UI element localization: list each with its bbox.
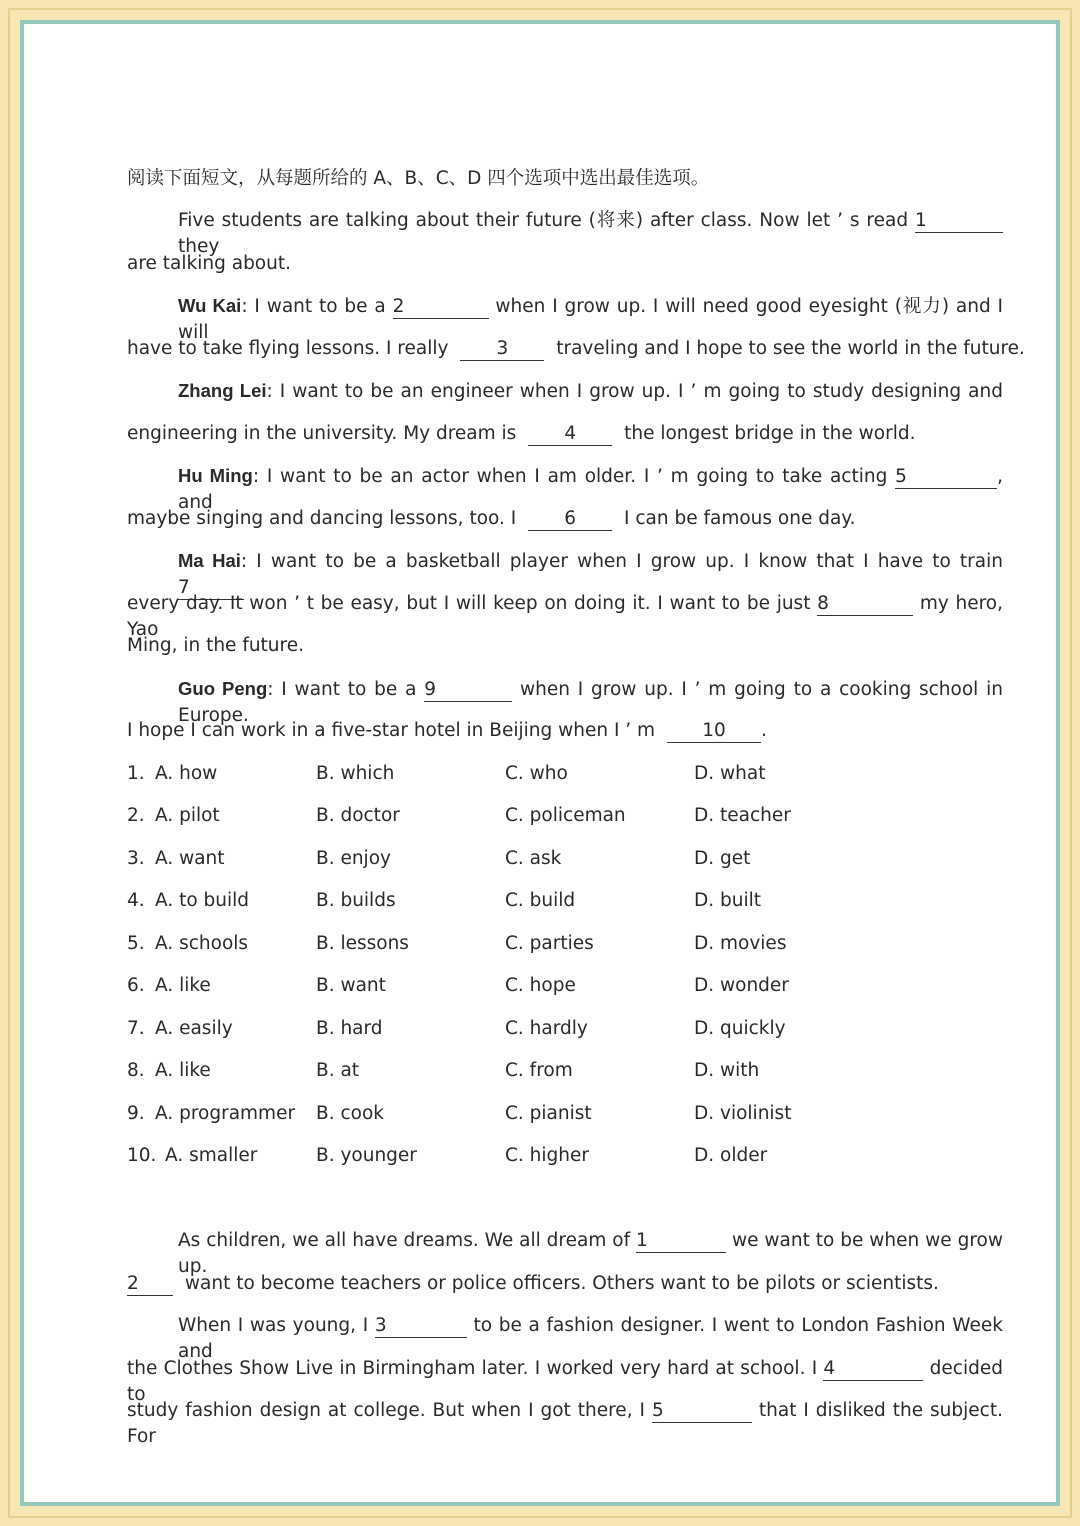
blank-9: 9 (424, 680, 512, 702)
blank-p2-2: 2 (127, 1274, 173, 1296)
speaker-name: Hu Ming (178, 465, 253, 486)
blank-6: 6 (528, 509, 612, 531)
passage2-line: study fashion design at college. But when I got there, I 5 that I disliked the subject. For (127, 1400, 1003, 1447)
ma-hai-line: Ming, in the future. (127, 635, 304, 656)
blank-4: 4 (528, 424, 612, 446)
guo-peng-line: I hope I can work in a five-star hotel in Beijing when I ’ m 10 . (127, 720, 767, 741)
speaker-name: Guo Peng (178, 678, 268, 699)
blank-5: 5 (895, 467, 997, 489)
question-row: 2. A. pilot B. doctor C. policeman D. teacher (127, 805, 791, 826)
question-row: 6. A. like B. want C. hope D. wonder (127, 975, 789, 996)
page-frame (8, 8, 1072, 1518)
wu-kai-line: have to take flying lessons. I really 3 traveling and I hope to see the world in the future. (127, 338, 1025, 359)
passage1-line: Five students are talking about their future (将来) after class. Now let ’ s read 1 they (127, 208, 1003, 234)
passage2-line: the Clothes Show Live in Birmingham later. I worked very hard at school. I 4 decided to (127, 1358, 1003, 1405)
speaker-name: Wu Kai (178, 295, 242, 316)
hu-ming-line: Hu Ming: I want to be an actor when I am older. I ’ m going to take acting 5 , and (178, 465, 1003, 513)
blank-p2-4: 4 (823, 1359, 923, 1381)
question-row: 5. A. schools B. lessons C. parties D. movies (127, 933, 787, 954)
blank-7: 7 (178, 578, 244, 600)
passage2-line: 2 want to become teachers or police officers. Others want to be pilots or scientists. (127, 1273, 939, 1294)
blank-1: 1 (915, 211, 1003, 233)
ma-hai-line: every day. It won ’ t be easy, but I will keep on doing it. I want to be just 8 my hero, Yao (127, 593, 1003, 640)
passage2-line: As children, we all have dreams. We all dream of 1 we want to be when we grow up. (178, 1230, 1003, 1277)
zhang-lei-line: engineering in the university. My dream is 4 the longest bridge in the world. (127, 423, 916, 444)
blank-p2-1: 1 (636, 1231, 726, 1253)
passage1-line: are talking about. (127, 253, 291, 274)
question-row: 3. A. want B. enjoy C. ask D. get (127, 848, 751, 869)
question-row: 4. A. to build B. builds C. build D. built (127, 890, 762, 911)
question-row: 8. A. like B. at C. from D. with (127, 1060, 760, 1081)
blank-2: 2 (393, 297, 489, 319)
blank-p2-5: 5 (652, 1401, 752, 1423)
page-sheet (20, 20, 1060, 1506)
passage2-line: When I was young, I 3 to be a fashion designer. I went to London Fashion Week and (178, 1315, 1003, 1362)
blank-8: 8 (817, 594, 913, 616)
guo-peng-line: Guo Peng: I want to be a 9 when I grow up. I ’ m going to a cooking school in Europe. (178, 678, 1003, 726)
blank-3: 3 (460, 339, 544, 361)
zhang-lei-line: Zhang Lei: I want to be an engineer when I grow up. I ’ m going to study designing and (178, 380, 1003, 402)
instruction-text: 阅读下面短文，从每题所给的 A、B、C、D 四个选项中选出最佳选项。 (127, 168, 710, 189)
question-row: 7. A. easily B. hard C. hardly D. quickly (127, 1018, 786, 1039)
blank-10: 10 (667, 721, 761, 743)
speaker-name: Zhang Lei (178, 380, 267, 401)
question-row: 9. A. programmer B. cook C. pianist D. violinist (127, 1103, 792, 1124)
wu-kai-line: Wu Kai: I want to be a 2 when I grow up. I will need good eyesight (视力) and I will (178, 295, 1003, 343)
speaker-name: Ma Hai (178, 550, 241, 571)
question-row: 1. A. how B. which C. who D. what (127, 763, 766, 784)
ma-hai-line: Ma Hai: I want to be a basketball player when I grow up. I know that I have to train 7 (178, 550, 1003, 598)
blank-p2-3: 3 (375, 1316, 467, 1338)
hu-ming-line: maybe singing and dancing lessons, too. I 6 I can be famous one day. (127, 508, 856, 529)
question-row: 10. A. smaller B. younger C. higher D. older (127, 1145, 768, 1166)
